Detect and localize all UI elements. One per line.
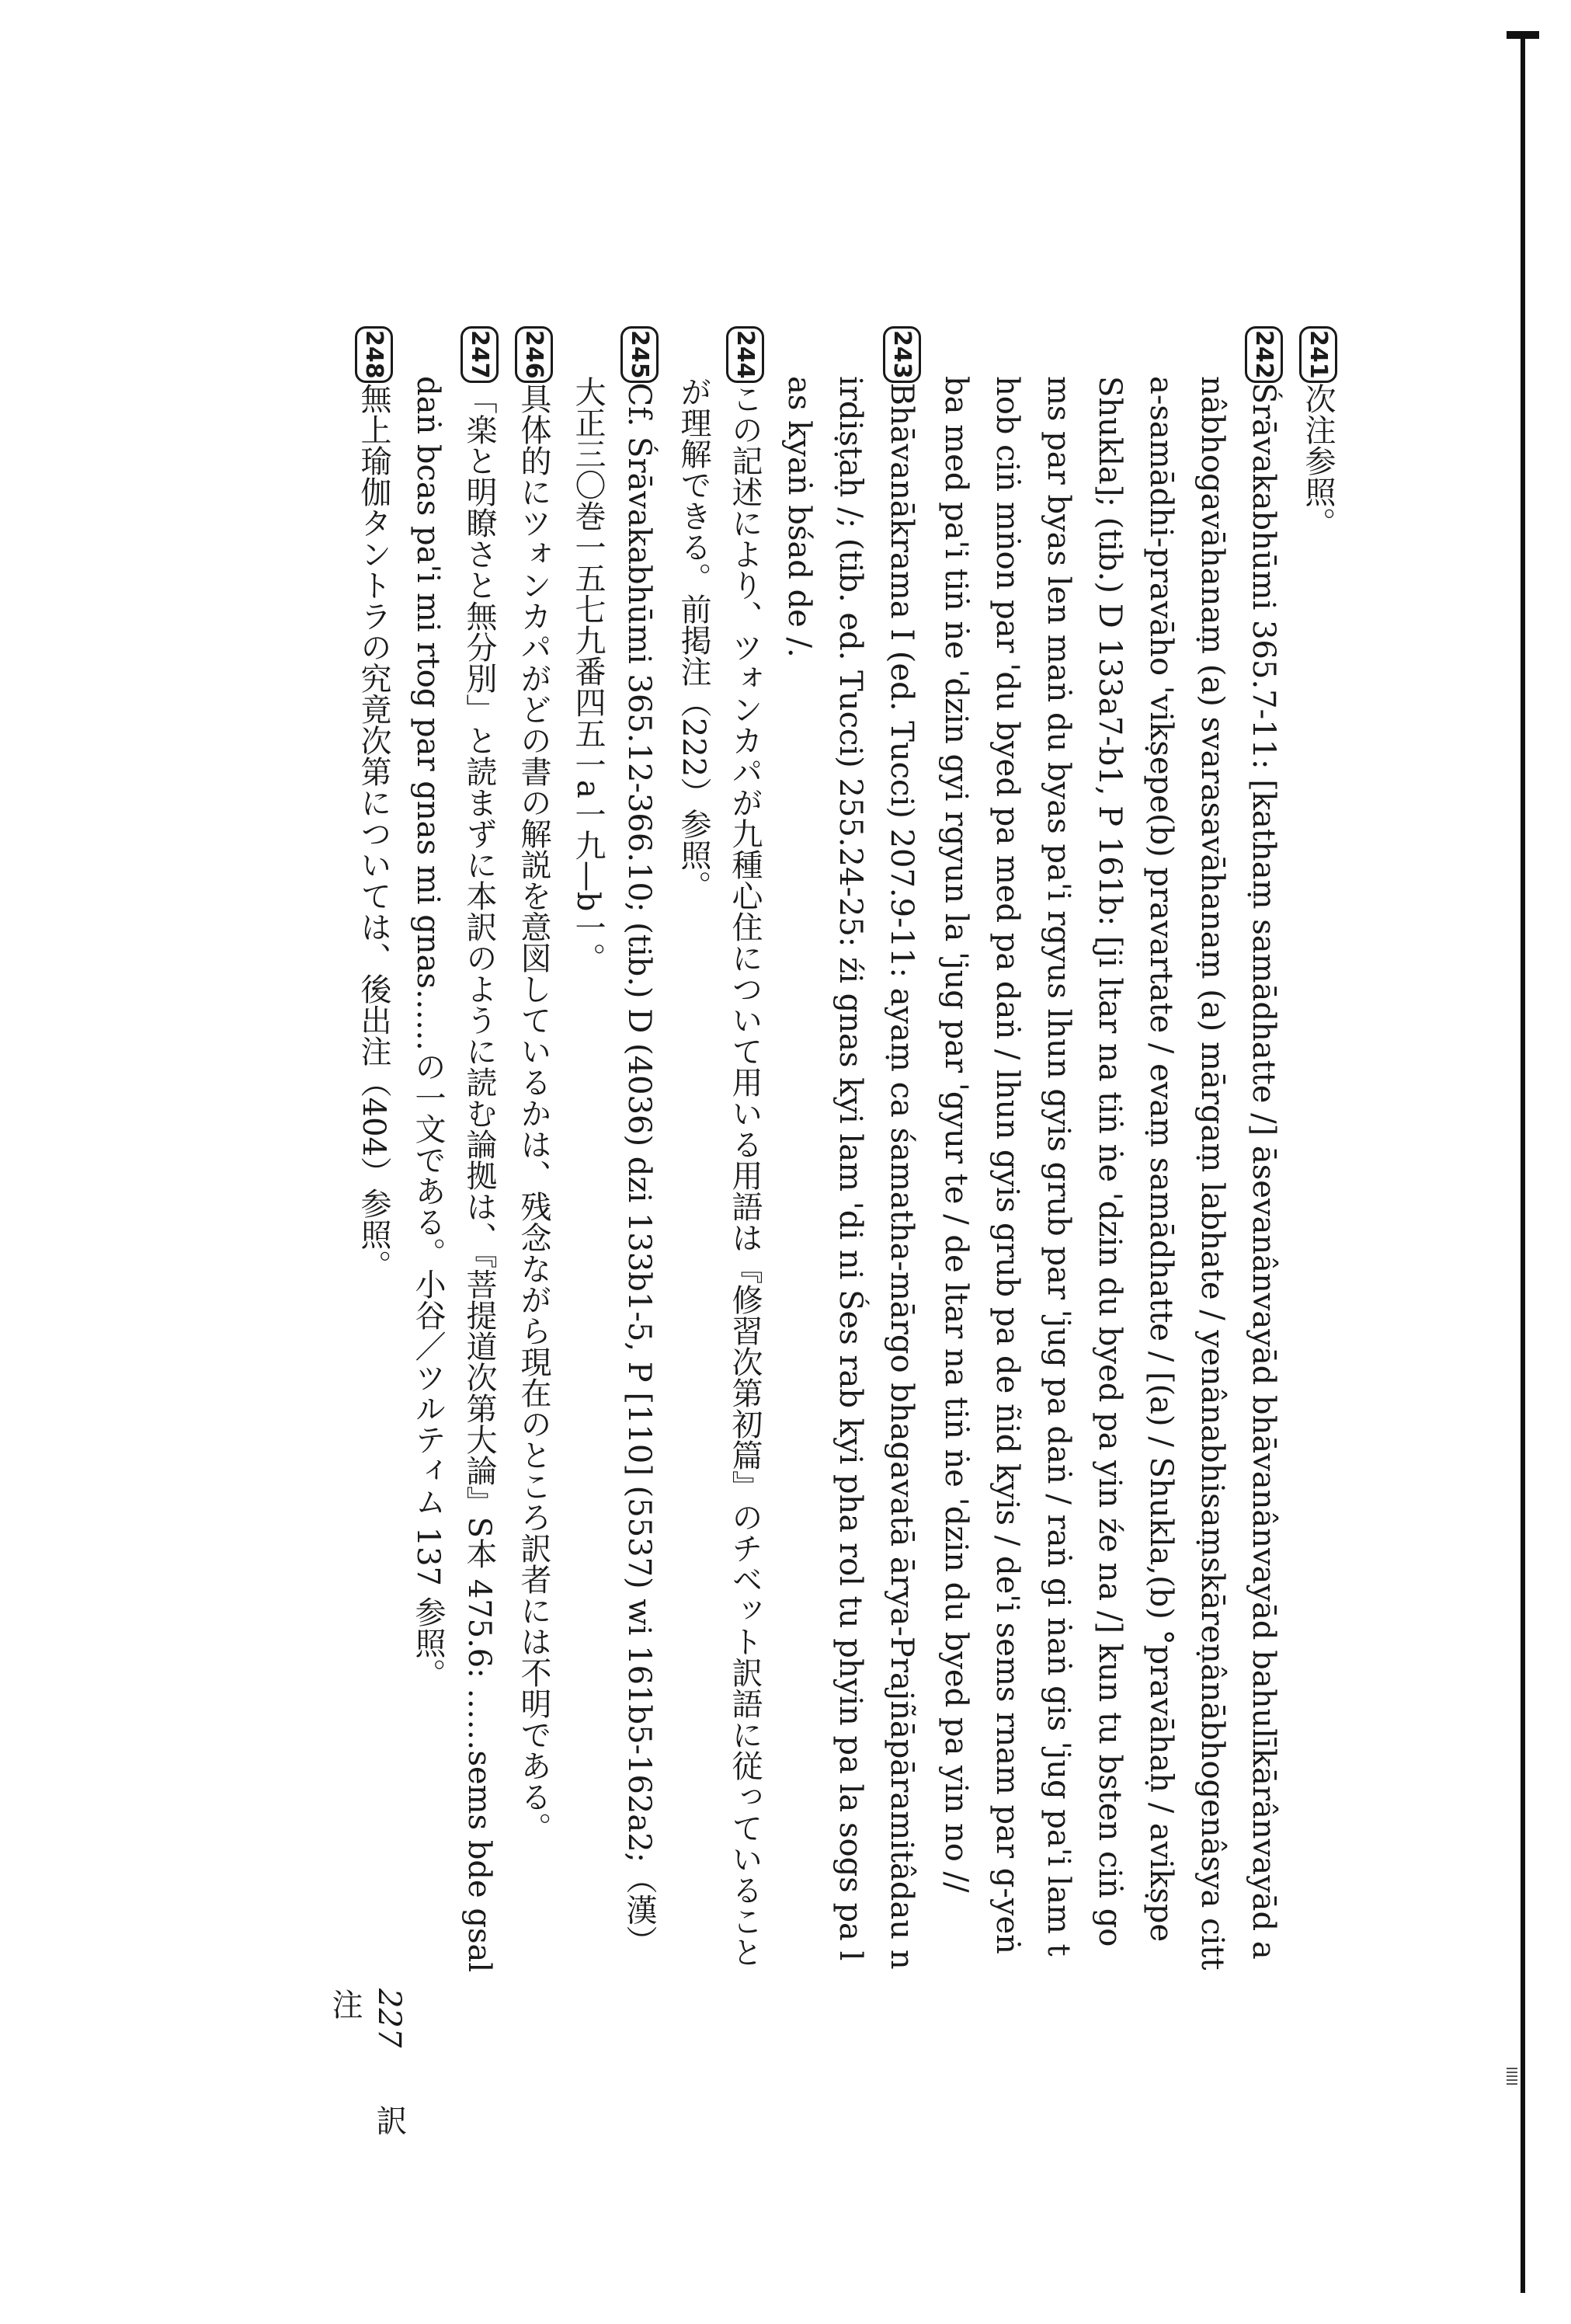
note-number: 248 <box>355 326 393 383</box>
note-text: 無上瑜伽タントラの究竟次第については、後出注（404）参照。 <box>356 382 391 1281</box>
note-text: Cf. Śrāvakabhūmi 365.12-366.10; (tib.) D (4036) dzi 133b1-5, P [110] (5537) wi 161b5-162a2;（漢）大正三〇巻一五七九番四五一a一九—b一。 <box>570 376 657 1957</box>
note-number: 247 <box>461 326 499 383</box>
running-head: 訳注 <box>327 1988 407 2180</box>
note-text: 「楽と明瞭さと無分別」と読まずに本訳のように読む論拠は、『菩提道次第大論』S本 475.6: ……sems bde gsal daṅ bcas pa'i mi rtog par gnas mi gnas……の一文である。小谷／ツルティム 137 参照。 <box>410 376 497 1973</box>
note-246 <box>508 326 559 1973</box>
binding-edge-rule <box>1521 31 1525 2293</box>
note-number: 244 <box>726 326 764 383</box>
note-text: 具体的にツォンカパがどの書の解説を意図しているかは、残念ながら現在のところ訳者には不明である。 <box>516 382 551 1843</box>
note-number: 246 <box>515 326 553 383</box>
note-242 <box>930 326 1289 1973</box>
note-number: 243 <box>883 326 921 383</box>
note-text: Bhāvanākrama I (ed. Tucci) 207.9-11: ayaṃ ca śamatha-mārgo bhagavatā ārya-Prajñāpāramitâdau nirdiṣṭaḥ /; (tib. ed. Tucci) 255.24-25: źi gnas kyi lam 'di ni Śes rab kyi pha rol tu phyin pa la sogs pa las kyaṅ bśad de /. <box>781 376 919 1970</box>
note-241 <box>1292 326 1343 1973</box>
note-number: 241 <box>1299 326 1337 383</box>
note-number: 245 <box>620 326 659 383</box>
note-247 <box>402 326 505 1973</box>
note-248 <box>348 326 399 1973</box>
page-number: 227 <box>371 1988 407 2048</box>
page-footer <box>295 1988 412 2245</box>
note-number: 242 <box>1245 326 1283 383</box>
note-text: Śrāvakabhūmi 365.7-11: [kathaṃ samādhatte /] āsevanânvayād bhāvanânvayād bahulīkārânvayād anâbhogavāhanaṃ (a) svarasavāhanaṃ (a) mārgaṃ labhate / yenânabhisaṃskāreṇânābhogenâsya citta-samādhi-pravāho 'vikṣepe(b) pravartate / evaṃ samādhatte / [(a) / Shukla,(b) °pravāhaḥ / avikṣpe Shukla]; (tib.) D 133a7-b1, P 161b: [ji ltar na tiṅ ṅe 'dzin du byed pa yin źe na /] kun tu bsten ciṅ goms par byas len maṅ du byas pa'i rgyus lhun gyis grub par 'jug pa daṅ / raṅ gi ṅaṅ gis 'jug pa'i lam thob ciṅ mṅon par 'du byed pa med pa daṅ / lhun gyis grub pa de ñid kyis / de'i sems rnam par g-yeṅ ba med pa'i tiṅ ṅe 'dzin gyi rgyun la 'jug par 'gyur te / de ltar na tiṅ ṅe 'dzin du byed pa yin no // <box>938 376 1281 1971</box>
note-text: 次注参照。 <box>1300 382 1336 538</box>
note-243 <box>773 326 927 1973</box>
note-244 <box>668 326 770 1973</box>
binding-edge-marks <box>1507 2066 1517 2085</box>
note-245 <box>562 326 665 1973</box>
notes-text-block <box>225 326 1343 1973</box>
note-text: この記述により、ツォンカパが九種心住について用いる用語は『修習次第初篇』のチベット訳語に従っていることが理解できる。前掲注（222）参照。 <box>676 376 763 1967</box>
